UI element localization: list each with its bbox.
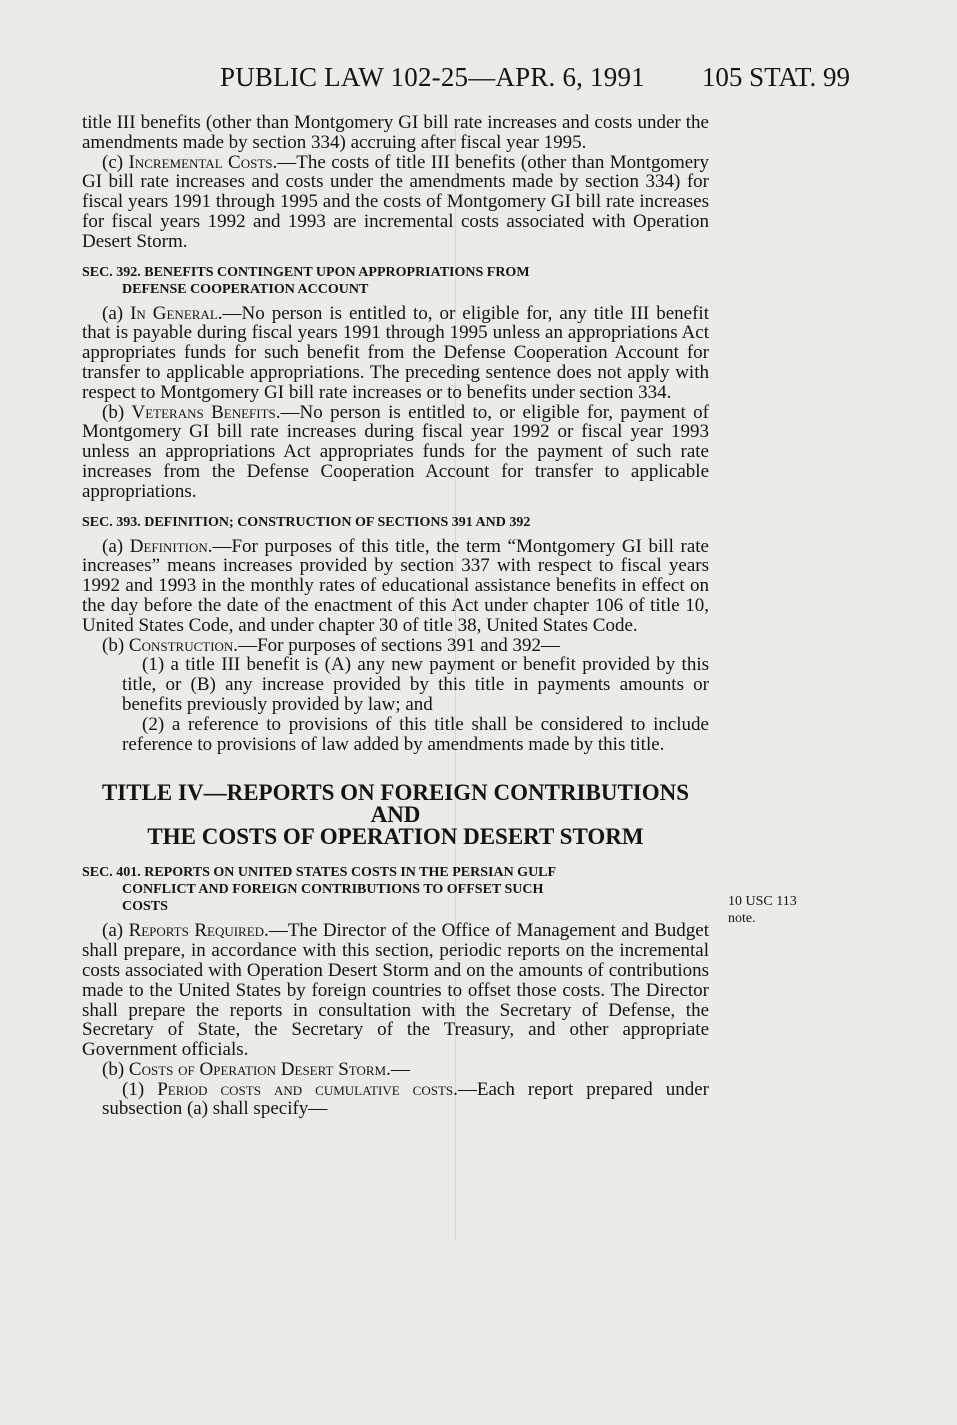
section-393-heading: SEC. 393. DEFINITION; CONSTRUCTION OF SECTIONS 391 AND 392 bbox=[82, 514, 531, 530]
paragraph-heading: Costs of Operation Desert Storm. bbox=[128, 1058, 391, 1080]
paragraph-401b1: (1) Period costs and cumulative costs.—Each report prepared under subsection (a) shall specify— bbox=[102, 1078, 710, 1120]
running-head: PUBLIC LAW 102-25—APR. 6, 1991 bbox=[220, 62, 645, 92]
list-item-2: (2) a reference to provisions of this title shall be considered to include reference to provisions of law added by amendments made by this title. bbox=[122, 713, 709, 755]
section-401-heading: SEC. 401. REPORTS ON UNITED STATES COSTS IN THE PERSIAN GULF CONFLICT AND FOREIGN CONTRIBUTIONS TO OFFSET SUCH COSTS bbox=[82, 865, 557, 915]
paragraph-c: (c) Incremental Costs.—The costs of title III benefits (other than Montgomery GI bill rate increases and costs under the amendments made by section 334) for fiscal years 1991 through 1995 and the costs of Montgomery GI bill rate increases for fiscal years 1992 and 1993 are incremental costs associated with Operation Desert Storm. bbox=[82, 151, 709, 252]
paragraph-heading: Reports Required. bbox=[128, 920, 269, 942]
paragraph-392a: (a) In General.—No person is entitled to, or eligible for, any title III benefit that is payable during fiscal years 1991 through 1995 unless an appropriations Act appropriates funds for such benefit from the Defense Cooperation Account for transfer to applicable appropriations. The preceding sentence does not apply with respect to Montgomery GI bill rate increases or to benefits under section 334. bbox=[82, 302, 709, 403]
paragraph-heading: Veterans Benefits. bbox=[131, 401, 281, 423]
paragraph-heading: Period costs and cumulative costs. bbox=[157, 1078, 458, 1100]
paragraph-393b: (b) Construction.—For purposes of sections 391 and 392— bbox=[102, 634, 560, 656]
paragraph-heading: Definition. bbox=[129, 535, 213, 557]
paragraph-401b: (b) Costs of Operation Desert Storm.— bbox=[102, 1058, 410, 1080]
list-item-1: (1) a title III benefit is (A) any new payment or benefit provided by this title, or (B) any increase provided by this title in payments amounts or benefits previously provided by law; and bbox=[122, 654, 709, 715]
page-header bbox=[220, 62, 860, 102]
section-392-heading: SEC. 392. BENEFITS CONTINGENT UPON APPROPRIATIONS FROM DEFENSE COOPERATION ACCOUNT bbox=[82, 264, 530, 297]
paragraph-392b: (b) Veterans Benefits.—No person is entitled to, or eligible for, payment of Montgomery GI bill rate increases during fiscal year 1992 or fiscal year 1993 unless an appropriations Act appropriates funds for the payment of such rate increases from the Defense Cooperation Account for transfer to applicable appropriations. bbox=[82, 401, 710, 502]
statute-page-number: 105 STAT. 99 bbox=[701, 62, 850, 92]
paragraph-401a: (a) Reports Required.—The Director of the Office of Management and Budget shall prepare, in accordance with this section, periodic reports on the incremental costs associated with Operation Desert Storm and on the amounts of contributions made to the United States by foreign countries to offset those costs. The Director shall prepare the reports in consultation with the Secretary of Defense, the Secretary of State, the Secretary of the Treasury, and other appropriate Government officials. bbox=[82, 920, 709, 1061]
title-iv-heading: TITLE IV—REPORTS ON FOREIGN CONTRIBUTIONS AND THE COSTS OF OPERATION DESERT STORM bbox=[101, 780, 690, 850]
margin-note: 10 USC 113 note. bbox=[728, 894, 797, 926]
paragraph-intro: title III benefits (other than Montgomery GI bill rate increases and costs under the amendments made by section 334) accruing after fiscal year 1995. bbox=[82, 112, 709, 153]
paragraph-393a: (a) Definition.—For purposes of this title, the term “Montgomery GI bill rate increases” means increases provided by section 337 with respect to fiscal years 1992 and 1993 in the monthly rates of educational assistance benefits in effect on the day before the date of the enactment of this Act under chapter 106 of title 10, United States Code, and under chapter 30 of title 38, United States Code. bbox=[82, 535, 709, 636]
paragraph-heading: Construction. bbox=[128, 634, 239, 656]
paragraph-heading: In General. bbox=[130, 302, 223, 324]
paragraph-heading: Incremental Costs. bbox=[128, 151, 278, 173]
page-body bbox=[82, 113, 709, 1119]
